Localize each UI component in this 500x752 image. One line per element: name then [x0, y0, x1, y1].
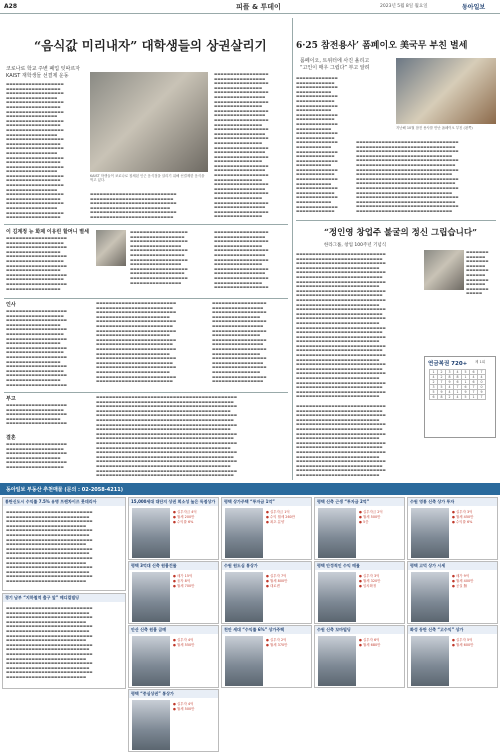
article1-body-col1: ▬▬▬▬▬▬▬▬▬▬▬▬▬▬▬▬▬▬ ▬▬▬▬▬▬▬▬▬▬▬▬▬▬▬▬▬ ▬▬▬▬▬▬▬▬▬▬▬▬▬▬▬▬▬▬ ▬▬▬▬▬▬▬▬▬▬▬▬▬▬▬▬ ▬▬▬▬▬▬▬▬▬▬▬▬▬▬▬▬▬▬ ▬▬▬▬▬▬▬▬▬▬▬▬▬▬▬▬▬ ▬▬▬▬▬▬▬▬▬▬▬▬▬▬▬▬▬▬ ▬▬▬▬▬▬▬▬▬▬▬▬▬▬▬▬ ▬▬▬▬▬▬▬▬▬▬▬▬▬▬▬▬▬▬ ▬▬▬▬▬▬▬▬▬▬▬▬▬▬▬▬▬ ▬▬▬▬▬▬▬▬▬▬▬▬▬▬▬▬▬▬ ▬▬▬▬▬▬▬▬▬▬▬▬▬▬▬▬ ▬▬▬▬▬▬▬▬▬▬▬▬▬▬▬▬▬▬ ▬▬▬▬▬▬▬▬▬▬▬▬▬▬▬▬▬ ▬▬▬▬▬▬▬▬▬▬▬▬▬▬▬▬▬▬ ▬▬▬▬▬▬▬▬▬▬▬▬▬▬▬▬ ▬▬▬▬▬▬▬▬▬▬▬▬▬▬▬▬▬▬ ▬▬▬▬▬▬▬▬▬▬▬▬▬▬▬▬▬ ▬▬▬▬▬▬▬▬▬▬▬▬▬▬▬▬▬▬ ▬▬▬▬▬▬▬▬▬▬▬▬▬▬▬▬ ▬▬▬▬▬▬▬▬▬▬▬▬▬▬▬▬▬▬ ▬▬▬▬▬▬▬▬▬▬▬▬▬▬▬▬▬ ▬▬▬▬▬▬▬▬▬▬▬▬▬▬▬▬▬▬ ▬▬▬▬▬▬▬▬▬▬▬▬▬▬▬▬ ▬▬▬▬▬▬▬▬▬▬▬▬▬▬▬▬▬▬ ▬▬▬▬▬▬▬▬▬▬▬▬▬▬▬▬▬ ▬▬▬▬▬▬▬▬▬▬▬▬▬▬▬▬▬▬ ▬▬▬▬▬▬▬▬▬▬▬▬▬▬▬▬ ▬▬▬▬▬▬▬▬▬▬▬▬▬▬▬▬▬▬ ▬▬▬▬▬▬▬▬▬▬▬▬▬▬▬▬▬: [6, 82, 64, 220]
ad-bullet: ● 실투자금 1억: [266, 510, 290, 514]
ad-card[interactable]: [2, 497, 126, 591]
ad-bullet: ● 매가 15억: [173, 574, 193, 578]
ad-section-title: 동아일보 부동산 추천매물 (문의 : 02-2058-4211): [6, 487, 124, 493]
ad-bullet: ● 월세 550만: [173, 643, 195, 647]
article1-photo-caption: KAIST 학생들이 코로나로 침체된 인근 음식점을 살리기 위해 선결제한 음식을 먹고 있다.: [90, 174, 205, 183]
ad-bullet: ● 실투자 2억: [266, 638, 287, 642]
article1-body-col3: ▬▬▬▬▬▬▬▬▬▬▬▬▬▬▬▬▬ ▬▬▬▬▬▬▬▬▬▬▬▬▬▬▬▬ ▬▬▬▬▬▬▬▬▬▬▬▬▬▬▬▬▬ ▬▬▬▬▬▬▬▬▬▬▬▬▬▬▬ ▬▬▬▬▬▬▬▬▬▬▬▬▬▬▬▬▬ ▬▬▬▬▬▬▬▬▬▬▬▬▬▬▬▬ ▬▬▬▬▬▬▬▬▬▬▬▬▬▬▬▬▬ ▬▬▬▬▬▬▬▬▬▬▬▬▬▬▬ ▬▬▬▬▬▬▬▬▬▬▬▬▬▬▬▬▬ ▬▬▬▬▬▬▬▬▬▬▬▬▬▬▬▬ ▬▬▬▬▬▬▬▬▬▬▬▬▬▬▬▬▬ ▬▬▬▬▬▬▬▬▬▬▬▬▬▬▬ ▬▬▬▬▬▬▬▬▬▬▬▬▬▬▬▬▬ ▬▬▬▬▬▬▬▬▬▬▬▬▬▬▬▬ ▬▬▬▬▬▬▬▬▬▬▬▬▬▬▬▬▬ ▬▬▬▬▬▬▬▬▬▬▬▬▬▬▬ ▬▬▬▬▬▬▬▬▬▬▬▬▬▬▬▬▬ ▬▬▬▬▬▬▬▬▬▬▬▬▬▬▬▬ ▬▬▬▬▬▬▬▬▬▬▬▬▬▬▬▬▬ ▬▬▬▬▬▬▬▬▬▬▬▬▬▬▬ ▬▬▬▬▬▬▬▬▬▬▬▬▬▬▬▬▬ ▬▬▬▬▬▬▬▬▬▬▬▬▬▬▬▬ ▬▬▬▬▬▬▬▬▬▬▬▬▬▬▬▬▬ ▬▬▬▬▬▬▬▬▬▬▬▬▬▬▬ ▬▬▬▬▬▬▬▬▬▬▬▬▬▬▬▬▬ ▬▬▬▬▬▬▬▬▬▬▬▬▬▬▬▬ ▬▬▬▬▬▬▬▬▬▬▬▬▬▬▬▬▬ ▬▬▬▬▬▬▬▬▬▬▬▬▬▬▬ ▬▬▬▬▬▬▬▬▬▬▬▬▬▬▬▬▬ ▬▬▬▬▬▬▬▬▬▬▬▬▬▬▬▬ ▬▬▬▬▬▬▬▬▬▬▬▬▬▬▬▬▬ ▬▬▬▬▬▬▬▬▬▬▬▬▬▬▬: [214, 72, 269, 219]
in-memoriam-list: ▬▬▬▬▬▬▬▬▬▬▬▬▬▬▬▬▬ ▬▬▬▬▬▬▬▬▬▬▬▬▬▬▬▬ ▬▬▬▬▬▬▬▬▬▬▬▬▬▬▬▬▬ ▬▬▬▬▬▬▬▬▬▬▬▬▬▬▬ ▬▬▬▬▬▬▬▬▬▬▬▬▬▬▬▬▬ ▬▬▬▬▬▬▬▬▬▬▬▬▬▬▬▬ ▬▬▬▬▬▬▬▬▬▬▬▬▬▬▬▬▬ ▬▬▬▬▬▬▬▬▬▬▬▬▬▬▬ ▬▬▬▬▬▬▬▬▬▬▬▬▬▬▬▬▬ ▬▬▬▬▬▬▬▬▬▬▬▬▬▬▬▬ ▬▬▬▬▬▬▬▬▬▬▬▬▬▬▬▬▬ ▬▬▬▬▬▬▬▬▬▬▬▬▬▬▬ ▬▬▬▬▬▬▬▬▬▬▬▬▬▬▬▬▬ ▬▬▬▬▬▬▬▬▬▬▬▬▬▬▬▬ ▬▬▬▬▬▬▬▬▬▬▬▬▬▬▬▬▬ ▬▬▬▬▬▬▬▬▬▬▬▬▬▬▬ ▬▬▬▬▬▬▬▬▬▬▬▬▬▬▬▬▬ ▬▬▬▬▬▬▬▬▬▬▬▬▬▬▬▬: [212, 301, 267, 384]
ad-title: 평택 “중심상권” 통상가: [129, 690, 218, 698]
ad-title: 평택 3억대 신축 원룸건물: [129, 562, 218, 570]
paper-logo: 동아일보: [462, 4, 486, 11]
ad-bullet: ● 최초 분양: [266, 520, 285, 524]
building-photo: [225, 636, 263, 686]
article1-headline: “음식값 미리내자” 대학생들의 상권살리기: [34, 38, 267, 53]
building-photo: [225, 508, 263, 558]
issue-date: 2023년 5월 8일 월요일: [380, 4, 428, 9]
building-photo: [132, 508, 170, 558]
article3-body: ▬▬▬▬▬▬▬▬▬▬▬▬▬▬▬▬▬▬▬▬▬▬▬▬▬▬▬▬ ▬▬▬▬▬▬▬▬▬▬▬▬▬▬▬▬▬▬▬▬▬▬▬▬▬▬▬ ▬▬▬▬▬▬▬▬▬▬▬▬▬▬▬▬▬▬▬▬▬▬▬▬▬▬▬▬ ▬▬▬▬▬▬▬▬▬▬▬▬▬▬▬▬▬▬▬▬▬▬▬▬▬▬ ▬▬▬▬▬▬▬▬▬▬▬▬▬▬▬▬▬▬▬▬▬▬▬▬▬▬▬▬ ▬▬▬▬▬▬▬▬▬▬▬▬▬▬▬▬▬▬▬▬▬▬▬▬▬▬▬ ▬▬▬▬▬▬▬▬▬▬▬▬▬▬▬▬▬▬▬▬▬▬▬▬▬▬▬▬ ▬▬▬▬▬▬▬▬▬▬▬▬▬▬▬▬▬▬▬▬▬▬▬▬▬▬ ▬▬▬▬▬▬▬▬▬▬▬▬▬▬▬▬▬▬▬▬▬▬▬▬▬▬▬▬ ▬▬▬▬▬▬▬▬▬▬▬▬▬▬▬▬▬▬▬▬▬▬▬▬▬▬▬ ▬▬▬▬▬▬▬▬▬▬▬▬▬▬▬▬▬▬▬▬▬▬▬▬▬▬▬▬ ▬▬▬▬▬▬▬▬▬▬▬▬▬▬▬▬▬▬▬▬▬▬▬▬▬▬ ▬▬▬▬▬▬▬▬▬▬▬▬▬▬▬▬▬▬▬▬▬▬▬▬▬▬▬▬ ▬▬▬▬▬▬▬▬▬▬▬▬▬▬▬▬▬▬▬▬▬▬▬▬▬▬▬ ▬▬▬▬▬▬▬▬▬▬▬▬▬▬▬▬▬▬▬▬▬▬▬▬▬▬▬▬ ▬▬▬▬▬▬▬▬▬▬▬▬▬▬▬▬▬▬▬▬▬▬▬▬▬▬: [296, 404, 386, 477]
sub-article-body: ▬▬▬▬▬▬▬▬▬▬▬▬▬▬▬▬▬ ▬▬▬▬▬▬▬▬▬▬▬▬▬▬▬▬ ▬▬▬▬▬▬▬▬▬▬▬▬▬▬▬▬▬ ▬▬▬▬▬▬▬▬▬▬▬▬▬▬▬ ▬▬▬▬▬▬▬▬▬▬▬▬▬▬▬▬▬ ▬▬▬▬▬▬▬▬▬▬▬▬▬▬▬▬ ▬▬▬▬▬▬▬▬▬▬▬▬▬▬▬▬▬ ▬▬▬▬▬▬▬▬▬▬▬▬▬▬▬ ▬▬▬▬▬▬▬▬▬▬▬▬▬▬▬▬▬ ▬▬▬▬▬▬▬▬▬▬▬▬▬▬▬▬ ▬▬▬▬▬▬▬▬▬▬▬▬▬▬▬▬▬ ▬▬▬▬▬▬▬▬▬▬▬▬▬▬▬ ▬▬▬▬▬▬▬▬▬▬▬▬▬▬▬▬▬: [214, 230, 269, 290]
article1-photo: [90, 72, 208, 172]
divider: [4, 224, 288, 225]
lotto-title: 연금복권 720+: [428, 361, 468, 367]
ad-bullets: [173, 638, 194, 648]
ad-bullet: ● 실투자 6억: [359, 638, 380, 642]
ad-bullet: ● 실투자금 4억: [173, 510, 197, 514]
ad-title: 경기 남부 “지하철역 출구 앞” 메디컬빌딩: [3, 594, 125, 602]
ad-card[interactable]: [407, 497, 498, 560]
ad-card[interactable]: [314, 497, 405, 560]
subhead-line: “고인이 매우 그립다” 부고 알려: [300, 65, 370, 71]
article2-subhead: [300, 58, 370, 72]
ad-bullet: ● 실투자 4억: [173, 638, 194, 642]
building-photo: [132, 572, 170, 622]
sub-article-body: ▬▬▬▬▬▬▬▬▬▬▬▬▬▬▬▬▬▬ ▬▬▬▬▬▬▬▬▬▬▬▬▬▬▬▬▬ ▬▬▬▬▬▬▬▬▬▬▬▬▬▬▬▬▬▬ ▬▬▬▬▬▬▬▬▬▬▬▬▬▬▬▬ ▬▬▬▬▬▬▬▬▬▬▬▬▬▬▬▬▬▬ ▬▬▬▬▬▬▬▬▬▬▬▬▬▬▬▬▬ ▬▬▬▬▬▬▬▬▬▬▬▬▬▬▬▬▬▬ ▬▬▬▬▬▬▬▬▬▬▬▬▬▬▬▬ ▬▬▬▬▬▬▬▬▬▬▬▬▬▬▬▬▬▬ ▬▬▬▬▬▬▬▬▬▬▬▬▬▬▬▬▬ ▬▬▬▬▬▬▬▬▬▬▬▬▬▬▬▬▬▬ ▬▬▬▬▬▬▬▬▬▬▬▬▬▬▬▬: [130, 230, 188, 285]
article3-headline: “정인영 창업주 불굴의 정신 그립습니다”: [324, 228, 477, 238]
ad-bullets: [359, 638, 380, 648]
ad-bullet: ● 수익률 6%: [173, 520, 194, 524]
article3-body: ▬▬▬▬▬▬▬▬▬▬▬▬▬▬▬▬▬▬▬▬▬▬▬▬▬▬▬▬ ▬▬▬▬▬▬▬▬▬▬▬▬▬▬▬▬▬▬▬▬▬▬▬▬▬▬▬ ▬▬▬▬▬▬▬▬▬▬▬▬▬▬▬▬▬▬▬▬▬▬▬▬▬▬▬▬ ▬▬▬▬▬▬▬▬▬▬▬▬▬▬▬▬▬▬▬▬▬▬▬▬▬▬ ▬▬▬▬▬▬▬▬▬▬▬▬▬▬▬▬▬▬▬▬▬▬▬▬▬▬▬▬ ▬▬▬▬▬▬▬▬▬▬▬▬▬▬▬▬▬▬▬▬▬▬▬▬▬▬▬ ▬▬▬▬▬▬▬▬▬▬▬▬▬▬▬▬▬▬▬▬▬▬▬▬▬▬▬▬ ▬▬▬▬▬▬▬▬▬▬▬▬▬▬▬▬▬▬▬▬▬▬▬▬▬▬ ▬▬▬▬▬▬▬▬▬▬▬▬▬▬▬▬▬▬▬▬▬▬▬▬▬▬▬▬ ▬▬▬▬▬▬▬▬▬▬▬▬▬▬▬▬▬▬▬▬▬▬▬▬▬▬▬ ▬▬▬▬▬▬▬▬▬▬▬▬▬▬▬▬▬▬▬▬▬▬▬▬▬▬▬▬ ▬▬▬▬▬▬▬▬▬▬▬▬▬▬▬▬▬▬▬▬▬▬▬▬▬▬ ▬▬▬▬▬▬▬▬▬▬▬▬▬▬▬▬▬▬▬▬▬▬▬▬▬▬▬▬ ▬▬▬▬▬▬▬▬▬▬▬▬▬▬▬▬▬▬▬▬▬▬▬▬▬▬▬ ▬▬▬▬▬▬▬▬▬▬▬▬▬▬▬▬▬▬▬▬▬▬▬▬▬▬▬▬ ▬▬▬▬▬▬▬▬▬▬▬▬▬▬▬▬▬▬▬▬▬▬▬▬▬▬ ▬▬▬▬▬▬▬▬▬▬▬▬▬▬▬▬▬▬▬▬▬▬▬▬▬▬▬▬ ▬▬▬▬▬▬▬▬▬▬▬▬▬▬▬▬▬▬▬▬▬▬▬▬▬▬▬ ▬▬▬▬▬▬▬▬▬▬▬▬▬▬▬▬▬▬▬▬▬▬▬▬▬▬▬▬ ▬▬▬▬▬▬▬▬▬▬▬▬▬▬▬▬▬▬▬▬▬▬▬▬▬▬ ▬▬▬▬▬▬▬▬▬▬▬▬▬▬▬▬▬▬▬▬▬▬▬▬▬▬▬▬ ▬▬▬▬▬▬▬▬▬▬▬▬▬▬▬▬▬▬▬▬▬▬▬▬▬▬▬ ▬▬▬▬▬▬▬▬▬▬▬▬▬▬▬▬▬▬▬▬▬▬▬▬▬▬▬▬ ▬▬▬▬▬▬▬▬▬▬▬▬▬▬▬▬▬▬▬▬▬▬▬▬▬▬ ▬▬▬▬▬▬▬▬▬▬▬▬▬▬▬▬▬▬▬▬▬▬▬▬▬▬▬▬ ▬▬▬▬▬▬▬▬▬▬▬▬▬▬▬▬▬▬▬▬▬▬▬▬▬▬▬ ▬▬▬▬▬▬▬▬▬▬▬▬▬▬▬▬▬▬▬▬▬▬▬▬▬▬▬▬ ▬▬▬▬▬▬▬▬▬▬▬▬▬▬▬▬▬▬▬▬▬▬▬▬▬▬ ▬▬▬▬▬▬▬▬▬▬▬▬▬▬▬▬▬▬▬▬▬▬▬▬▬▬▬▬ ▬▬▬▬▬▬▬▬▬▬▬▬▬▬▬▬▬▬▬▬▬▬▬▬▬▬▬ ▬▬▬▬▬▬▬▬▬▬▬▬▬▬▬▬▬▬▬▬▬▬▬▬▬▬▬▬ ▬▬▬▬▬▬▬▬▬▬▬▬▬▬▬▬▬▬▬▬▬▬▬▬▬▬: [296, 252, 386, 399]
article2-photo-caption: 지난해 10월 참전 용사를 만난 폼페이오 부친 (왼쪽): [396, 126, 473, 130]
ad-bullet: ● 공실 無: [452, 584, 468, 588]
ad-title: 평택 고덕 상가 시세: [408, 562, 497, 570]
ad-bullet: ● 월세 320만: [359, 579, 381, 583]
obituaries-list: ▬▬▬▬▬▬▬▬▬▬▬▬▬▬▬▬▬▬▬ ▬▬▬▬▬▬▬▬▬▬▬▬▬▬▬▬▬▬ ▬▬▬▬▬▬▬▬▬▬▬▬▬▬▬▬▬▬▬ ▬▬▬▬▬▬▬▬▬▬▬▬▬▬▬▬▬ ▬▬▬▬▬▬▬▬▬▬▬▬▬▬▬▬▬▬▬: [6, 403, 67, 426]
ad-section-header: [0, 483, 500, 495]
page-number: A28: [4, 3, 17, 10]
ad-bullets: [452, 574, 473, 589]
ad-card[interactable]: [128, 561, 219, 624]
ad-bullets: [266, 574, 287, 589]
ad-bullet: ● 실투자 3억: [452, 510, 473, 514]
article3-photo: [424, 250, 464, 290]
ad-bullet: ● 대로변: [266, 584, 280, 588]
ad-bullets: [452, 638, 473, 648]
ad-bullets: [266, 638, 287, 648]
building-photo: [318, 508, 356, 558]
portrait-photo: [96, 230, 126, 266]
ad-title: 평택 신축 근생 “투자금 2억”: [315, 498, 404, 506]
ad-bullet: ● 실투자 3억: [359, 574, 380, 578]
ad-card[interactable]: [221, 625, 312, 688]
ad-bullet: ● 월세 600만: [452, 643, 474, 647]
ad-bullet: ● 월세 700만: [173, 584, 195, 588]
ad-bullet: ● 월세 450만: [452, 515, 474, 519]
ad-bullet: ● 월세 400만: [452, 579, 474, 583]
column-divider: [292, 18, 293, 480]
section-title: 피플 & 투데이: [236, 3, 281, 11]
building-photo: [318, 636, 356, 686]
ad-body: ▬▬▬▬▬▬▬▬▬▬▬▬▬▬▬▬▬▬▬▬▬▬▬▬▬▬▬ ▬▬▬▬▬▬▬▬▬▬▬▬▬▬▬▬▬▬▬▬▬▬▬▬▬▬ ▬▬▬▬▬▬▬▬▬▬▬▬▬▬▬▬▬▬▬▬▬▬▬▬▬▬▬ ▬▬▬▬▬▬▬▬▬▬▬▬▬▬▬▬▬▬▬▬▬▬▬▬▬ ▬▬▬▬▬▬▬▬▬▬▬▬▬▬▬▬▬▬▬▬▬▬▬▬▬▬▬ ▬▬▬▬▬▬▬▬▬▬▬▬▬▬▬▬▬▬▬▬▬▬▬▬▬▬ ▬▬▬▬▬▬▬▬▬▬▬▬▬▬▬▬▬▬▬▬▬▬▬▬▬▬▬ ▬▬▬▬▬▬▬▬▬▬▬▬▬▬▬▬▬▬▬▬▬▬▬▬▬ ▬▬▬▬▬▬▬▬▬▬▬▬▬▬▬▬▬▬▬▬▬▬▬▬▬▬▬ ▬▬▬▬▬▬▬▬▬▬▬▬▬▬▬▬▬▬▬▬▬▬▬▬▬▬ ▬▬▬▬▬▬▬▬▬▬▬▬▬▬▬▬▬▬▬▬▬▬▬▬▬▬▬ ▬▬▬▬▬▬▬▬▬▬▬▬▬▬▬▬▬▬▬▬▬▬▬▬▬ ▬▬▬▬▬▬▬▬▬▬▬▬▬▬▬▬▬▬▬▬▬▬▬▬▬▬▬ ▬▬▬▬▬▬▬▬▬▬▬▬▬▬▬▬▬▬▬▬▬▬▬▬▬▬ ▬▬▬▬▬▬▬▬▬▬▬▬▬▬▬▬▬▬▬▬▬▬▬▬▬▬▬ ▬▬▬▬▬▬▬▬▬▬▬▬▬▬▬▬▬▬▬▬▬▬▬▬▬: [6, 510, 93, 583]
ad-bullet: ● 5층: [359, 520, 369, 524]
ad-bullet: ● 임차확정: [359, 584, 377, 588]
ad-bullets: [173, 702, 194, 712]
ad-card[interactable]: [407, 561, 498, 624]
article3-subhead: 한라그룹, 창업 100주년 기념식: [324, 243, 387, 248]
building-photo: [411, 508, 449, 558]
ad-bullets: [452, 510, 473, 525]
in-memoriam-title: 인사: [6, 302, 16, 308]
page-header: [0, 0, 500, 14]
building-photo: [225, 572, 263, 622]
subhead-line: 코로나로 학교 주변 폐업 잇따르자: [6, 66, 80, 72]
ad-card[interactable]: [407, 625, 498, 688]
ad-body: ▬▬▬▬▬▬▬▬▬▬▬▬▬▬▬▬▬▬▬▬▬▬▬▬▬▬▬ ▬▬▬▬▬▬▬▬▬▬▬▬▬▬▬▬▬▬▬▬▬▬▬▬▬▬ ▬▬▬▬▬▬▬▬▬▬▬▬▬▬▬▬▬▬▬▬▬▬▬▬▬▬▬ ▬▬▬▬▬▬▬▬▬▬▬▬▬▬▬▬▬▬▬▬▬▬▬▬▬ ▬▬▬▬▬▬▬▬▬▬▬▬▬▬▬▬▬▬▬▬▬▬▬▬▬▬▬ ▬▬▬▬▬▬▬▬▬▬▬▬▬▬▬▬▬▬▬▬▬▬▬▬▬▬ ▬▬▬▬▬▬▬▬▬▬▬▬▬▬▬▬▬▬▬▬▬▬▬▬▬▬▬ ▬▬▬▬▬▬▬▬▬▬▬▬▬▬▬▬▬▬▬▬▬▬▬▬▬ ▬▬▬▬▬▬▬▬▬▬▬▬▬▬▬▬▬▬▬▬▬▬▬▬▬▬▬ ▬▬▬▬▬▬▬▬▬▬▬▬▬▬▬▬▬▬▬▬▬▬▬▬▬▬ ▬▬▬▬▬▬▬▬▬▬▬▬▬▬▬▬▬▬▬▬▬▬▬▬▬▬▬ ▬▬▬▬▬▬▬▬▬▬▬▬▬▬▬▬▬▬▬▬▬▬▬▬▬ ▬▬▬▬▬▬▬▬▬▬▬▬▬▬▬▬▬▬▬▬▬▬▬▬▬▬▬ ▬▬▬▬▬▬▬▬▬▬▬▬▬▬▬▬▬▬▬▬▬▬▬▬▬▬ ▬▬▬▬▬▬▬▬▬▬▬▬▬▬▬▬▬▬▬▬▬▬▬▬▬▬▬ ▬▬▬▬▬▬▬▬▬▬▬▬▬▬▬▬▬▬▬▬▬▬▬▬▬: [6, 606, 93, 679]
divider: [296, 220, 496, 221]
ad-card[interactable]: [128, 625, 219, 688]
ad-card[interactable]: [128, 689, 219, 752]
building-photo: [318, 572, 356, 622]
ad-title: 수원 원도심 통상가: [222, 562, 311, 570]
ad-bullet: ● 실투자 4억: [173, 702, 194, 706]
ad-card[interactable]: [221, 497, 312, 560]
ad-bullet: ● 수익 월세 260만: [266, 515, 296, 519]
ad-card[interactable]: [221, 561, 312, 624]
ad-bullet: ● 월세 500만: [173, 707, 195, 711]
ad-title: 통탄신도시 수익률 7.5% 유명 프랜차이즈 룻데리아: [3, 498, 125, 506]
ad-title: 평택 안정적인 수익 매물: [315, 562, 404, 570]
ad-bullet: ● 실투자 5억: [452, 638, 473, 642]
article2-photo: [396, 58, 496, 124]
article1-subhead: [6, 66, 80, 80]
article2-body: ▬▬▬▬▬▬▬▬▬▬▬▬▬ ▬▬▬▬▬▬▬▬▬▬▬▬ ▬▬▬▬▬▬▬▬▬▬▬▬▬ ▬▬▬▬▬▬▬▬▬▬▬ ▬▬▬▬▬▬▬▬▬▬▬▬▬ ▬▬▬▬▬▬▬▬▬▬▬▬ ▬▬▬▬▬▬▬▬▬▬▬▬▬ ▬▬▬▬▬▬▬▬▬▬▬ ▬▬▬▬▬▬▬▬▬▬▬▬▬ ▬▬▬▬▬▬▬▬▬▬▬▬ ▬▬▬▬▬▬▬▬▬▬▬▬▬ ▬▬▬▬▬▬▬▬▬▬▬ ▬▬▬▬▬▬▬▬▬▬▬▬▬ ▬▬▬▬▬▬▬▬▬▬▬▬ ▬▬▬▬▬▬▬▬▬▬▬▬▬ ▬▬▬▬▬▬▬▬▬▬▬ ▬▬▬▬▬▬▬▬▬▬▬▬▬ ▬▬▬▬▬▬▬▬▬▬▬▬ ▬▬▬▬▬▬▬▬▬▬▬▬▬ ▬▬▬▬▬▬▬▬▬▬▬ ▬▬▬▬▬▬▬▬▬▬▬▬▬ ▬▬▬▬▬▬▬▬▬▬▬▬ ▬▬▬▬▬▬▬▬▬▬▬▬▬ ▬▬▬▬▬▬▬▬▬▬▬ ▬▬▬▬▬▬▬▬▬▬▬▬▬ ▬▬▬▬▬▬▬▬▬▬▬▬ ▬▬▬▬▬▬▬▬▬▬▬▬▬ ▬▬▬▬▬▬▬▬▬▬▬ ▬▬▬▬▬▬▬▬▬▬▬▬▬ ▬▬▬▬▬▬▬▬▬▬▬▬: [296, 76, 338, 214]
article1-body-col2: ▬▬▬▬▬▬▬▬▬▬▬▬▬▬▬▬▬▬▬▬▬▬▬▬▬▬▬ ▬▬▬▬▬▬▬▬▬▬▬▬▬▬▬▬▬▬▬▬▬▬▬▬▬▬ ▬▬▬▬▬▬▬▬▬▬▬▬▬▬▬▬▬▬▬▬▬▬▬▬▬▬▬ ▬▬▬▬▬▬▬▬▬▬▬▬▬▬▬▬▬▬▬▬▬▬▬▬▬ ▬▬▬▬▬▬▬▬▬▬▬▬▬▬▬▬▬▬▬▬▬▬▬▬▬▬▬ ▬▬▬▬▬▬▬▬▬▬▬▬▬▬▬▬▬▬▬▬▬▬▬▬▬▬: [90, 192, 177, 219]
building-photo: [411, 636, 449, 686]
ad-bullet: ● 실투자 7억: [266, 574, 287, 578]
in-memoriam-list: ▬▬▬▬▬▬▬▬▬▬▬▬▬▬▬▬▬▬▬▬▬▬▬▬▬ ▬▬▬▬▬▬▬▬▬▬▬▬▬▬▬▬▬▬▬▬▬▬▬▬ ▬▬▬▬▬▬▬▬▬▬▬▬▬▬▬▬▬▬▬▬▬▬▬▬▬ ▬▬▬▬▬▬▬▬▬▬▬▬▬▬▬▬▬▬▬▬▬▬▬ ▬▬▬▬▬▬▬▬▬▬▬▬▬▬▬▬▬▬▬▬▬▬▬▬▬ ▬▬▬▬▬▬▬▬▬▬▬▬▬▬▬▬▬▬▬▬▬▬▬▬ ▬▬▬▬▬▬▬▬▬▬▬▬▬▬▬▬▬▬▬▬▬▬▬▬▬ ▬▬▬▬▬▬▬▬▬▬▬▬▬▬▬▬▬▬▬▬▬▬▬ ▬▬▬▬▬▬▬▬▬▬▬▬▬▬▬▬▬▬▬▬▬▬▬▬▬ ▬▬▬▬▬▬▬▬▬▬▬▬▬▬▬▬▬▬▬▬▬▬▬▬ ▬▬▬▬▬▬▬▬▬▬▬▬▬▬▬▬▬▬▬▬▬▬▬▬▬ ▬▬▬▬▬▬▬▬▬▬▬▬▬▬▬▬▬▬▬▬▬▬▬ ▬▬▬▬▬▬▬▬▬▬▬▬▬▬▬▬▬▬▬▬▬▬▬▬▬ ▬▬▬▬▬▬▬▬▬▬▬▬▬▬▬▬▬▬▬▬▬▬▬▬ ▬▬▬▬▬▬▬▬▬▬▬▬▬▬▬▬▬▬▬▬▬▬▬▬▬ ▬▬▬▬▬▬▬▬▬▬▬▬▬▬▬▬▬▬▬▬▬▬▬ ▬▬▬▬▬▬▬▬▬▬▬▬▬▬▬▬▬▬▬▬▬▬▬▬▬ ▬▬▬▬▬▬▬▬▬▬▬▬▬▬▬▬▬▬▬▬▬▬▬▬: [96, 301, 177, 384]
article3-body: ▬▬▬▬▬▬▬ ▬▬▬▬▬▬ ▬▬▬▬▬▬▬ ▬▬▬▬▬▬ ▬▬▬▬▬▬▬ ▬▬▬▬▬▬ ▬▬▬▬▬▬▬ ▬▬▬▬▬▬ ▬▬▬▬▬▬▬ ▬▬▬▬▬: [466, 250, 489, 296]
ad-title: 수원 신축 꼬마빌딩: [315, 626, 404, 634]
ad-bullets: [359, 574, 380, 589]
wedding-list: ▬▬▬▬▬▬▬▬▬▬▬▬▬▬▬▬▬▬▬ ▬▬▬▬▬▬▬▬▬▬▬▬▬▬▬▬▬▬ ▬▬▬▬▬▬▬▬▬▬▬▬▬▬▬▬▬▬▬ ▬▬▬▬▬▬▬▬▬▬▬▬▬▬▬▬▬ ▬▬▬▬▬▬▬▬▬▬▬▬▬▬▬▬▬▬▬ ▬▬▬▬▬▬▬▬▬▬▬▬▬▬▬▬▬▬: [6, 442, 67, 469]
ad-bullet: ● 월세 200만: [173, 515, 195, 519]
ad-card[interactable]: [314, 561, 405, 624]
ad-bullets: [173, 510, 197, 525]
lotto-table: 1 2 3 4 5 6 7 4 2 8 8 1 4 4 2 7 9 6 1 6 0 3 5 4 7 6 7 0 5 9 4 1 9 7 9 6 8 2 4 5 1 7: [429, 369, 486, 400]
building-photo: [132, 636, 170, 686]
ad-bullet: ● 월세 500만: [359, 515, 381, 519]
ad-bullets: [359, 510, 383, 525]
ad-title: 수원 영통 신축 상가 투자: [408, 498, 497, 506]
wedding-title: 결혼: [6, 435, 16, 441]
subhead-line: KAIST 재학생들 선결제 운동: [6, 73, 69, 79]
subhead-line: 폼페이오, 트위터에 사진 올리고: [300, 58, 370, 64]
divider: [4, 298, 288, 299]
ad-card[interactable]: [314, 625, 405, 688]
ad-card[interactable]: [2, 593, 126, 689]
ad-bullet: ● 월세 800만: [266, 579, 288, 583]
ad-bullets: [173, 574, 194, 589]
obituaries-title: 부고: [6, 396, 16, 402]
ad-bullet: ● 수익률 6%: [452, 520, 473, 524]
ad-title: 화성 동탄 신축 “고수익” 상가: [408, 626, 497, 634]
divider: [4, 392, 288, 393]
ad-title: 평택 상가주택 “투자금 1억”: [222, 498, 311, 506]
ad-bullet: ● 융자 8억: [173, 579, 191, 583]
lotto-round: 제 1회: [475, 360, 486, 364]
ad-title: 15,000세대 대단지 상권 희소성 높은 독점상가: [129, 498, 218, 506]
building-photo: [411, 572, 449, 622]
ad-bullet: ● 월세 370만: [266, 643, 288, 647]
ad-title: 안산 신축 원룸 급매: [129, 626, 218, 634]
notices-list: ▬▬▬▬▬▬▬▬▬▬▬▬▬▬▬▬▬▬▬▬▬▬▬▬▬▬▬▬▬▬▬▬▬▬▬▬▬▬▬▬▬▬▬▬ ▬▬▬▬▬▬▬▬▬▬▬▬▬▬▬▬▬▬▬▬▬▬▬▬▬▬▬▬▬▬▬▬▬▬▬▬▬▬▬▬▬▬▬ ▬▬▬▬▬▬▬▬▬▬▬▬▬▬▬▬▬▬▬▬▬▬▬▬▬▬▬▬▬▬▬▬▬▬▬▬▬▬▬▬▬▬▬▬ ▬▬▬▬▬▬▬▬▬▬▬▬▬▬▬▬▬▬▬▬▬▬▬▬▬▬▬▬▬▬▬▬▬▬▬▬▬▬▬▬▬▬ ▬▬▬▬▬▬▬▬▬▬▬▬▬▬▬▬▬▬▬▬▬▬▬▬▬▬▬▬▬▬▬▬▬▬▬▬▬▬▬▬▬▬▬▬ ▬▬▬▬▬▬▬▬▬▬▬▬▬▬▬▬▬▬▬▬▬▬▬▬▬▬▬▬▬▬▬▬▬▬▬▬▬▬▬▬▬▬▬ ▬▬▬▬▬▬▬▬▬▬▬▬▬▬▬▬▬▬▬▬▬▬▬▬▬▬▬▬▬▬▬▬▬▬▬▬▬▬▬▬▬▬▬▬ ▬▬▬▬▬▬▬▬▬▬▬▬▬▬▬▬▬▬▬▬▬▬▬▬▬▬▬▬▬▬▬▬▬▬▬▬▬▬▬▬▬▬ ▬▬▬▬▬▬▬▬▬▬▬▬▬▬▬▬▬▬▬▬▬▬▬▬▬▬▬▬▬▬▬▬▬▬▬▬▬▬▬▬▬▬▬▬ ▬▬▬▬▬▬▬▬▬▬▬▬▬▬▬▬▬▬▬▬▬▬▬▬▬▬▬▬▬▬▬▬▬▬▬▬▬▬▬▬▬▬▬ ▬▬▬▬▬▬▬▬▬▬▬▬▬▬▬▬▬▬▬▬▬▬▬▬▬▬▬▬▬▬▬▬▬▬▬▬▬▬▬▬▬▬▬▬ ▬▬▬▬▬▬▬▬▬▬▬▬▬▬▬▬▬▬▬▬▬▬▬▬▬▬▬▬▬▬▬▬▬▬▬▬▬▬▬▬▬▬ ▬▬▬▬▬▬▬▬▬▬▬▬▬▬▬▬▬▬▬▬▬▬▬▬▬▬▬▬▬▬▬▬▬▬▬▬▬▬▬▬▬▬▬▬ ▬▬▬▬▬▬▬▬▬▬▬▬▬▬▬▬▬▬▬▬▬▬▬▬▬▬▬▬▬▬▬▬▬▬▬▬▬▬▬▬▬▬▬ ▬▬▬▬▬▬▬▬▬▬▬▬▬▬▬▬▬▬▬▬▬▬▬▬▬▬▬▬▬▬▬▬▬▬▬▬▬▬▬▬▬▬▬▬ ▬▬▬▬▬▬▬▬▬▬▬▬▬▬▬▬▬▬▬▬▬▬▬▬▬▬▬▬▬▬▬▬▬▬▬▬▬▬▬▬▬▬ ▬▬▬▬▬▬▬▬▬▬▬▬▬▬▬▬▬▬▬▬▬▬▬▬▬▬▬▬▬▬▬▬▬▬▬▬▬▬▬▬▬▬▬▬ ▬▬▬▬▬▬▬▬▬▬▬▬▬▬▬▬▬▬▬▬▬▬▬▬▬▬▬▬▬▬▬▬▬▬▬▬▬▬▬▬▬▬▬: [96, 395, 237, 478]
ad-bullet: ● 매가 9억: [452, 574, 470, 578]
building-photo: [132, 700, 170, 750]
sub-article-body: ▬▬▬▬▬▬▬▬▬▬▬▬▬▬▬▬▬▬▬ ▬▬▬▬▬▬▬▬▬▬▬▬▬▬▬▬▬▬ ▬▬▬▬▬▬▬▬▬▬▬▬▬▬▬▬▬▬▬ ▬▬▬▬▬▬▬▬▬▬▬▬▬▬▬▬▬ ▬▬▬▬▬▬▬▬▬▬▬▬▬▬▬▬▬▬▬ ▬▬▬▬▬▬▬▬▬▬▬▬▬▬▬▬▬▬ ▬▬▬▬▬▬▬▬▬▬▬▬▬▬▬▬▬▬▬ ▬▬▬▬▬▬▬▬▬▬▬▬▬▬▬▬▬ ▬▬▬▬▬▬▬▬▬▬▬▬▬▬▬▬▬▬▬ ▬▬▬▬▬▬▬▬▬▬▬▬▬▬▬▬▬▬ ▬▬▬▬▬▬▬▬▬▬▬▬▬▬▬▬▬▬▬ ▬▬▬▬▬▬▬▬▬▬▬▬▬▬▬▬▬: [6, 236, 67, 291]
ad-bullet: ● 실투자금 2억: [359, 510, 383, 514]
in-memoriam-list: ▬▬▬▬▬▬▬▬▬▬▬▬▬▬▬▬▬▬▬ ▬▬▬▬▬▬▬▬▬▬▬▬▬▬▬▬▬▬ ▬▬▬▬▬▬▬▬▬▬▬▬▬▬▬▬▬▬▬ ▬▬▬▬▬▬▬▬▬▬▬▬▬▬▬▬▬ ▬▬▬▬▬▬▬▬▬▬▬▬▬▬▬▬▬▬▬ ▬▬▬▬▬▬▬▬▬▬▬▬▬▬▬▬▬▬ ▬▬▬▬▬▬▬▬▬▬▬▬▬▬▬▬▬▬▬ ▬▬▬▬▬▬▬▬▬▬▬▬▬▬▬▬▬ ▬▬▬▬▬▬▬▬▬▬▬▬▬▬▬▬▬▬▬ ▬▬▬▬▬▬▬▬▬▬▬▬▬▬▬▬▬▬ ▬▬▬▬▬▬▬▬▬▬▬▬▬▬▬▬▬▬▬ ▬▬▬▬▬▬▬▬▬▬▬▬▬▬▬▬▬ ▬▬▬▬▬▬▬▬▬▬▬▬▬▬▬▬▬▬▬ ▬▬▬▬▬▬▬▬▬▬▬▬▬▬▬▬▬▬ ▬▬▬▬▬▬▬▬▬▬▬▬▬▬▬▬▬▬▬ ▬▬▬▬▬▬▬▬▬▬▬▬▬▬▬▬▬ ▬▬▬▬▬▬▬▬▬▬▬▬▬▬▬▬▬▬▬: [6, 309, 67, 387]
lotto-box: [424, 356, 496, 438]
ad-card[interactable]: [128, 497, 219, 560]
article2-body: ▬▬▬▬▬▬▬▬▬▬▬▬▬▬▬▬▬▬▬▬▬▬▬▬▬▬▬▬▬▬▬▬ ▬▬▬▬▬▬▬▬▬▬▬▬▬▬▬▬▬▬▬▬▬▬▬▬▬▬▬▬▬▬▬ ▬▬▬▬▬▬▬▬▬▬▬▬▬▬▬▬▬▬▬▬▬▬▬▬▬▬▬▬▬▬▬▬ ▬▬▬▬▬▬▬▬▬▬▬▬▬▬▬▬▬▬▬▬▬▬▬▬▬▬▬▬▬▬ ▬▬▬▬▬▬▬▬▬▬▬▬▬▬▬▬▬▬▬▬▬▬▬▬▬▬▬▬▬▬▬▬ ▬▬▬▬▬▬▬▬▬▬▬▬▬▬▬▬▬▬▬▬▬▬▬▬▬▬▬▬▬▬▬ ▬▬▬▬▬▬▬▬▬▬▬▬▬▬▬▬▬▬▬▬▬▬▬▬▬▬▬▬▬▬▬▬ ▬▬▬▬▬▬▬▬▬▬▬▬▬▬▬▬▬▬▬▬▬▬▬▬▬▬▬▬▬▬ ▬▬▬▬▬▬▬▬▬▬▬▬▬▬▬▬▬▬▬▬▬▬▬▬▬▬▬▬▬▬▬▬ ▬▬▬▬▬▬▬▬▬▬▬▬▬▬▬▬▬▬▬▬▬▬▬▬▬▬▬▬▬▬▬ ▬▬▬▬▬▬▬▬▬▬▬▬▬▬▬▬▬▬▬▬▬▬▬▬▬▬▬▬▬▬▬▬ ▬▬▬▬▬▬▬▬▬▬▬▬▬▬▬▬▬▬▬▬▬▬▬▬▬▬▬▬▬▬ ▬▬▬▬▬▬▬▬▬▬▬▬▬▬▬▬▬▬▬▬▬▬▬▬▬▬▬▬▬▬▬▬ ▬▬▬▬▬▬▬▬▬▬▬▬▬▬▬▬▬▬▬▬▬▬▬▬▬▬▬▬▬▬▬ ▬▬▬▬▬▬▬▬▬▬▬▬▬▬▬▬▬▬▬▬▬▬▬▬▬▬▬▬▬▬▬▬ ▬▬▬▬▬▬▬▬▬▬▬▬▬▬▬▬▬▬▬▬▬▬▬▬▬▬▬▬▬▬: [356, 140, 459, 213]
ad-bullets: [266, 510, 295, 525]
ad-title: 천안 세대 “수익률 6%” 상가주택: [222, 626, 311, 634]
article2-headline: 6·25 참전용사’ 폼페이오 美국무 부친 별세: [296, 41, 468, 51]
article1-sub-title: 이 김계정 뉴 화제 이유린 할머니 별세: [6, 229, 89, 235]
ad-bullet: ● 월세 680만: [359, 643, 381, 647]
